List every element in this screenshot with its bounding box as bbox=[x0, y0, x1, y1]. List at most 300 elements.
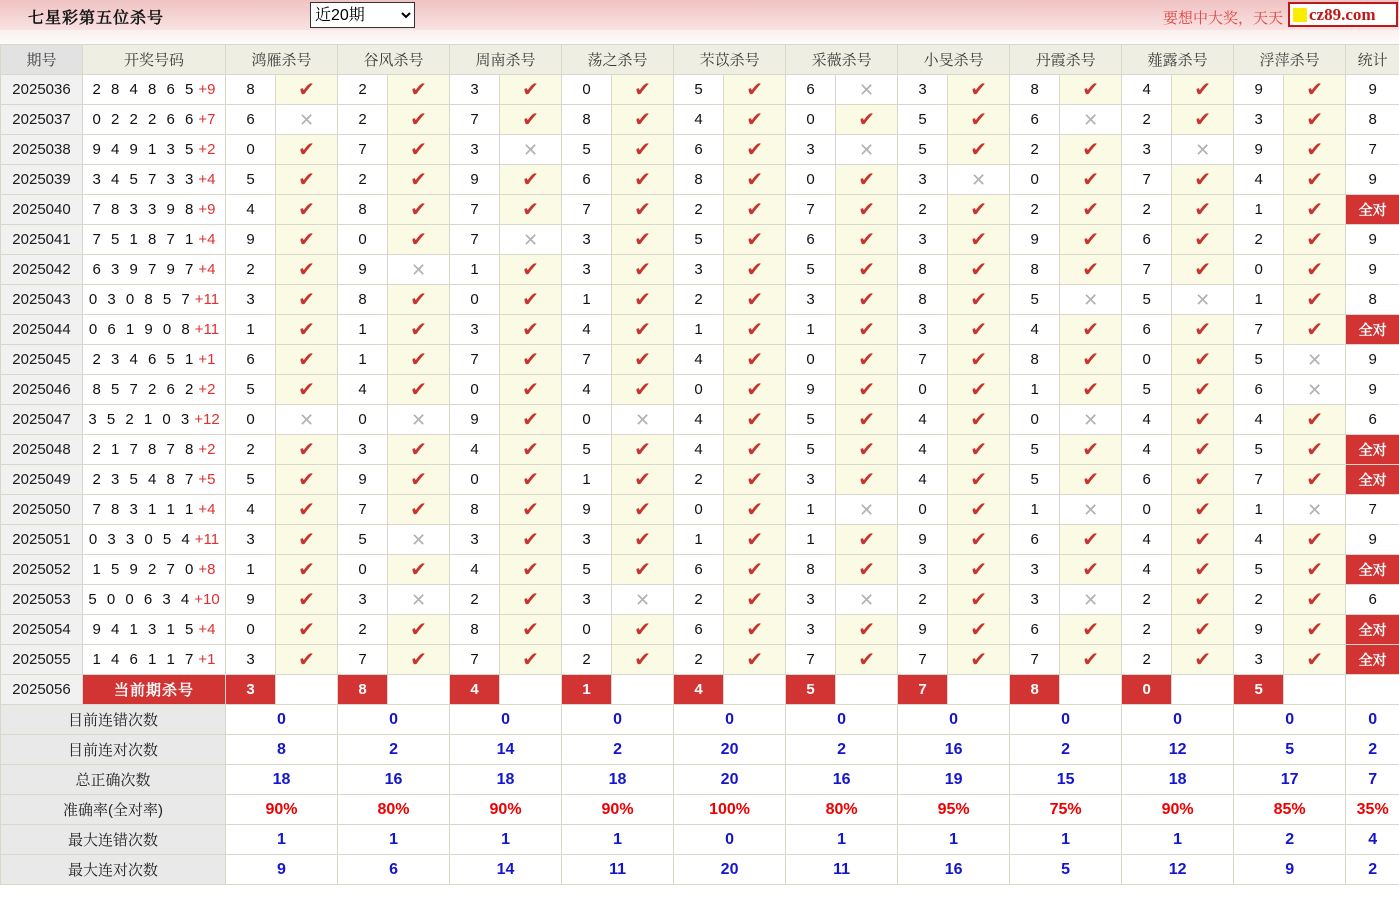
draw-numbers: 5 0 0 6 3 4 bbox=[88, 591, 193, 608]
summary-value-cell: 20 bbox=[674, 735, 786, 765]
hit-check-icon: ✔ bbox=[388, 645, 450, 675]
kill-number-cell: 9 bbox=[786, 375, 836, 405]
hit-check-icon: ✔ bbox=[388, 345, 450, 375]
hit-check-icon: ✔ bbox=[612, 165, 674, 195]
draw-numbers-cell bbox=[83, 405, 226, 435]
kill-number-cell: 0 bbox=[1122, 495, 1172, 525]
summary-value-cell: 9 bbox=[226, 855, 338, 885]
current-kill-number-cell: 1 bbox=[562, 675, 612, 705]
kill-number-cell: 1 bbox=[1010, 375, 1060, 405]
table-row bbox=[1, 135, 1399, 165]
table-row bbox=[1, 165, 1399, 195]
kill-number-cell: 6 bbox=[674, 615, 724, 645]
kill-number-cell: 0 bbox=[562, 75, 612, 105]
kill-number-cell: 5 bbox=[226, 165, 276, 195]
period-cell: 2025042 bbox=[1, 255, 83, 285]
kill-number-cell: 5 bbox=[1122, 375, 1172, 405]
kill-number-cell: 3 bbox=[562, 525, 612, 555]
draw-plus-number: +4 bbox=[198, 171, 216, 188]
table-row bbox=[1, 375, 1399, 405]
summary-value-cell: 2 bbox=[1010, 735, 1122, 765]
summary-value-cell: 0 bbox=[674, 825, 786, 855]
draw-plus-number: +2 bbox=[198, 441, 216, 458]
kill-number-cell: 7 bbox=[1122, 255, 1172, 285]
kill-number-cell: 1 bbox=[1010, 495, 1060, 525]
hit-check-icon: ✔ bbox=[500, 585, 562, 615]
hit-check-icon: ✔ bbox=[612, 525, 674, 555]
draw-numbers: 9 4 9 1 3 5 bbox=[92, 141, 197, 158]
summary-label: 最大连错次数 bbox=[1, 825, 226, 855]
kill-number-cell: 0 bbox=[1122, 345, 1172, 375]
hit-check-icon: ✔ bbox=[724, 555, 786, 585]
kill-number-cell: 6 bbox=[1010, 105, 1060, 135]
hit-check-icon: ✔ bbox=[1172, 525, 1234, 555]
hit-check-icon: ✔ bbox=[276, 225, 338, 255]
summary-value-cell: 17 bbox=[1234, 765, 1346, 795]
kill-number-cell: 3 bbox=[226, 645, 276, 675]
hit-check-icon: ✔ bbox=[836, 165, 898, 195]
summary-value-cell: 11 bbox=[562, 855, 674, 885]
kill-number-cell: 3 bbox=[786, 285, 836, 315]
hit-check-icon: ✔ bbox=[1172, 405, 1234, 435]
kill-number-cell: 3 bbox=[786, 465, 836, 495]
period-cell: 2025037 bbox=[1, 105, 83, 135]
summary-value-cell: 85% bbox=[1234, 795, 1346, 825]
kill-number-cell: 7 bbox=[338, 645, 388, 675]
table-row bbox=[1, 525, 1399, 555]
period-cell: 2025048 bbox=[1, 435, 83, 465]
hit-check-icon: ✔ bbox=[500, 75, 562, 105]
hit-check-icon: ✔ bbox=[388, 135, 450, 165]
miss-x-icon: ✕ bbox=[1060, 405, 1122, 435]
hit-check-icon: ✔ bbox=[276, 75, 338, 105]
hit-check-icon: ✔ bbox=[500, 105, 562, 135]
summary-row bbox=[1, 705, 1399, 735]
kill-number-cell: 0 bbox=[1234, 255, 1284, 285]
draw-numbers: 3 5 2 1 0 3 bbox=[88, 411, 193, 428]
current-mark-placeholder bbox=[724, 675, 786, 705]
current-mark-placeholder bbox=[276, 675, 338, 705]
summary-value-cell: 0 bbox=[562, 705, 674, 735]
column-header-expert: 丹霞杀号 bbox=[1010, 45, 1122, 75]
period-cell: 2025039 bbox=[1, 165, 83, 195]
current-mark-placeholder bbox=[612, 675, 674, 705]
hit-check-icon: ✔ bbox=[1284, 255, 1346, 285]
kill-number-cell: 8 bbox=[898, 285, 948, 315]
current-period-row bbox=[1, 675, 1399, 705]
kill-number-cell: 0 bbox=[1010, 165, 1060, 195]
summary-label: 目前连对次数 bbox=[1, 735, 226, 765]
kill-number-cell: 1 bbox=[338, 315, 388, 345]
kill-number-cell: 0 bbox=[338, 225, 388, 255]
hit-check-icon: ✔ bbox=[1172, 615, 1234, 645]
miss-x-icon: ✕ bbox=[836, 75, 898, 105]
kill-number-cell: 7 bbox=[1234, 465, 1284, 495]
kill-number-cell: 4 bbox=[562, 315, 612, 345]
summary-value-cell: 16 bbox=[898, 855, 1010, 885]
hit-check-icon: ✔ bbox=[388, 435, 450, 465]
hit-check-icon: ✔ bbox=[948, 105, 1010, 135]
hit-check-icon: ✔ bbox=[1172, 195, 1234, 225]
period-cell: 2025044 bbox=[1, 315, 83, 345]
hit-check-icon: ✔ bbox=[1172, 255, 1234, 285]
stat-cell: 8 bbox=[1346, 105, 1399, 135]
summary-value-cell: 9 bbox=[1234, 855, 1346, 885]
draw-numbers-cell bbox=[83, 345, 226, 375]
kill-number-cell: 1 bbox=[226, 555, 276, 585]
table-row bbox=[1, 105, 1399, 135]
hit-check-icon: ✔ bbox=[1284, 285, 1346, 315]
hit-check-icon: ✔ bbox=[724, 345, 786, 375]
hit-check-icon: ✔ bbox=[724, 645, 786, 675]
hit-check-icon: ✔ bbox=[1060, 435, 1122, 465]
draw-plus-number: +10 bbox=[194, 591, 220, 608]
hit-check-icon: ✔ bbox=[612, 135, 674, 165]
miss-x-icon: ✕ bbox=[388, 585, 450, 615]
kill-number-cell: 7 bbox=[450, 105, 500, 135]
kill-number-cell: 9 bbox=[450, 165, 500, 195]
hit-check-icon: ✔ bbox=[388, 225, 450, 255]
hit-check-icon: ✔ bbox=[1172, 345, 1234, 375]
summary-value-cell: 15 bbox=[1010, 765, 1122, 795]
hit-check-icon: ✔ bbox=[276, 315, 338, 345]
hit-check-icon: ✔ bbox=[612, 255, 674, 285]
summary-value-cell: 0 bbox=[338, 705, 450, 735]
kill-number-cell: 5 bbox=[226, 375, 276, 405]
kill-number-cell: 6 bbox=[226, 105, 276, 135]
kill-number-cell: 0 bbox=[338, 405, 388, 435]
stat-cell: 9 bbox=[1346, 525, 1399, 555]
draw-plus-number: +12 bbox=[194, 411, 220, 428]
hit-check-icon: ✔ bbox=[836, 315, 898, 345]
kill-number-table bbox=[0, 44, 1399, 885]
current-mark-placeholder bbox=[500, 675, 562, 705]
draw-plus-number: +8 bbox=[198, 561, 216, 578]
miss-x-icon: ✕ bbox=[612, 405, 674, 435]
hit-check-icon: ✔ bbox=[276, 375, 338, 405]
kill-number-cell: 5 bbox=[562, 555, 612, 585]
kill-number-cell: 8 bbox=[562, 105, 612, 135]
page-title: 七星彩第五位杀号 bbox=[28, 10, 165, 27]
hit-check-icon: ✔ bbox=[948, 225, 1010, 255]
hit-check-icon: ✔ bbox=[500, 375, 562, 405]
hit-check-icon: ✔ bbox=[1172, 645, 1234, 675]
draw-plus-number: +9 bbox=[198, 81, 216, 98]
hit-check-icon: ✔ bbox=[724, 375, 786, 405]
summary-value-cell: 100% bbox=[674, 795, 786, 825]
kill-number-cell: 2 bbox=[338, 75, 388, 105]
column-header-expert: 浮萍杀号 bbox=[1234, 45, 1346, 75]
hit-check-icon: ✔ bbox=[724, 435, 786, 465]
period-cell: 2025040 bbox=[1, 195, 83, 225]
summary-row bbox=[1, 825, 1399, 855]
kill-number-cell: 0 bbox=[898, 495, 948, 525]
draw-numbers: 2 8 4 8 6 5 bbox=[92, 81, 197, 98]
hit-check-icon: ✔ bbox=[388, 315, 450, 345]
hit-check-icon: ✔ bbox=[1284, 525, 1346, 555]
kill-number-cell: 0 bbox=[450, 285, 500, 315]
hit-check-icon: ✔ bbox=[1172, 555, 1234, 585]
hit-check-icon: ✔ bbox=[724, 75, 786, 105]
kill-number-cell: 7 bbox=[338, 135, 388, 165]
hit-check-icon: ✔ bbox=[388, 165, 450, 195]
kill-number-cell: 5 bbox=[562, 135, 612, 165]
kill-number-cell: 0 bbox=[786, 345, 836, 375]
hit-check-icon: ✔ bbox=[612, 345, 674, 375]
hit-check-icon: ✔ bbox=[1284, 225, 1346, 255]
kill-number-cell: 4 bbox=[898, 405, 948, 435]
miss-x-icon: ✕ bbox=[1060, 585, 1122, 615]
draw-numbers: 0 3 0 8 5 7 bbox=[88, 291, 193, 308]
summary-value-cell: 2 bbox=[338, 735, 450, 765]
hit-check-icon: ✔ bbox=[500, 465, 562, 495]
kill-number-cell: 2 bbox=[338, 105, 388, 135]
table-row bbox=[1, 225, 1399, 255]
hit-check-icon: ✔ bbox=[500, 405, 562, 435]
table-row bbox=[1, 75, 1399, 105]
kill-number-cell: 4 bbox=[562, 375, 612, 405]
hit-check-icon: ✔ bbox=[1172, 75, 1234, 105]
miss-x-icon: ✕ bbox=[500, 135, 562, 165]
hit-check-icon: ✔ bbox=[1060, 225, 1122, 255]
draw-numbers: 1 5 9 2 7 0 bbox=[92, 561, 197, 578]
hit-check-icon: ✔ bbox=[836, 285, 898, 315]
draw-plus-number: +4 bbox=[198, 231, 216, 248]
draw-plus-number: +5 bbox=[198, 471, 216, 488]
hit-check-icon: ✔ bbox=[276, 345, 338, 375]
summary-value-cell: 20 bbox=[674, 765, 786, 795]
summary-stat-cell: 4 bbox=[1346, 825, 1399, 855]
hit-check-icon: ✔ bbox=[500, 435, 562, 465]
hit-check-icon: ✔ bbox=[612, 75, 674, 105]
kill-number-cell: 7 bbox=[562, 345, 612, 375]
hit-check-icon: ✔ bbox=[500, 525, 562, 555]
kill-number-cell: 7 bbox=[450, 195, 500, 225]
hit-check-icon: ✔ bbox=[948, 345, 1010, 375]
kill-number-cell: 3 bbox=[786, 615, 836, 645]
miss-x-icon: ✕ bbox=[1060, 285, 1122, 315]
miss-x-icon: ✕ bbox=[1284, 345, 1346, 375]
current-kill-number-cell: 4 bbox=[450, 675, 500, 705]
kill-number-cell: 5 bbox=[226, 465, 276, 495]
summary-value-cell: 1 bbox=[562, 825, 674, 855]
hit-check-icon: ✔ bbox=[388, 75, 450, 105]
table-row bbox=[1, 255, 1399, 285]
summary-label: 总正确次数 bbox=[1, 765, 226, 795]
logo-text: cz89.com bbox=[1309, 4, 1376, 24]
miss-x-icon: ✕ bbox=[1060, 105, 1122, 135]
kill-number-cell: 3 bbox=[226, 285, 276, 315]
hit-check-icon: ✔ bbox=[836, 435, 898, 465]
hit-check-icon: ✔ bbox=[500, 495, 562, 525]
kill-number-cell: 3 bbox=[786, 135, 836, 165]
column-header-expert: 鸿雁杀号 bbox=[226, 45, 338, 75]
kill-number-cell: 0 bbox=[450, 465, 500, 495]
summary-value-cell: 1 bbox=[338, 825, 450, 855]
kill-number-cell: 9 bbox=[1234, 135, 1284, 165]
hit-check-icon: ✔ bbox=[724, 225, 786, 255]
kill-number-cell: 4 bbox=[1234, 405, 1284, 435]
hit-check-icon: ✔ bbox=[724, 105, 786, 135]
column-header-expert: 薤露杀号 bbox=[1122, 45, 1234, 75]
hit-check-icon: ✔ bbox=[948, 585, 1010, 615]
kill-number-cell: 7 bbox=[562, 195, 612, 225]
kill-number-cell: 9 bbox=[898, 615, 948, 645]
hit-check-icon: ✔ bbox=[724, 315, 786, 345]
kill-number-cell: 1 bbox=[786, 525, 836, 555]
summary-value-cell: 0 bbox=[1122, 705, 1234, 735]
hit-check-icon: ✔ bbox=[1060, 375, 1122, 405]
kill-number-cell: 4 bbox=[226, 495, 276, 525]
hit-check-icon: ✔ bbox=[948, 525, 1010, 555]
current-kill-label: 当前期杀号 bbox=[83, 675, 226, 705]
summary-value-cell: 5 bbox=[1234, 735, 1346, 765]
hit-check-icon: ✔ bbox=[388, 465, 450, 495]
hit-check-icon: ✔ bbox=[276, 285, 338, 315]
range-select[interactable] bbox=[310, 2, 415, 28]
hit-check-icon: ✔ bbox=[1060, 615, 1122, 645]
summary-row bbox=[1, 795, 1399, 825]
hit-check-icon: ✔ bbox=[1060, 465, 1122, 495]
kill-number-cell: 4 bbox=[1122, 555, 1172, 585]
kill-number-cell: 4 bbox=[1234, 165, 1284, 195]
hit-check-icon: ✔ bbox=[836, 405, 898, 435]
summary-value-cell: 2 bbox=[562, 735, 674, 765]
kill-number-cell: 3 bbox=[898, 225, 948, 255]
hit-check-icon: ✔ bbox=[1284, 555, 1346, 585]
hit-check-icon: ✔ bbox=[1172, 315, 1234, 345]
summary-value-cell: 8 bbox=[226, 735, 338, 765]
miss-x-icon: ✕ bbox=[388, 405, 450, 435]
kill-number-cell: 1 bbox=[1234, 495, 1284, 525]
hit-check-icon: ✔ bbox=[948, 435, 1010, 465]
hit-check-icon: ✔ bbox=[948, 315, 1010, 345]
miss-x-icon: ✕ bbox=[836, 495, 898, 525]
hit-check-icon: ✔ bbox=[276, 195, 338, 225]
kill-number-cell: 2 bbox=[674, 465, 724, 495]
hit-check-icon: ✔ bbox=[1060, 345, 1122, 375]
kill-number-cell: 9 bbox=[1234, 75, 1284, 105]
draw-plus-number: +11 bbox=[194, 291, 220, 308]
hit-check-icon: ✔ bbox=[612, 195, 674, 225]
hit-check-icon: ✔ bbox=[276, 255, 338, 285]
stat-cell: 6 bbox=[1346, 585, 1399, 615]
summary-value-cell: 5 bbox=[1010, 855, 1122, 885]
summary-value-cell: 16 bbox=[786, 765, 898, 795]
kill-number-cell: 0 bbox=[674, 375, 724, 405]
hit-check-icon: ✔ bbox=[1060, 135, 1122, 165]
kill-number-cell: 5 bbox=[338, 525, 388, 555]
hit-check-icon: ✔ bbox=[500, 555, 562, 585]
hit-check-icon: ✔ bbox=[948, 135, 1010, 165]
hit-check-icon: ✔ bbox=[1284, 645, 1346, 675]
period-cell: 2025051 bbox=[1, 525, 83, 555]
summary-value-cell: 1 bbox=[1122, 825, 1234, 855]
stat-cell: 7 bbox=[1346, 135, 1399, 165]
kill-number-cell: 7 bbox=[450, 345, 500, 375]
table-row bbox=[1, 285, 1399, 315]
kill-number-cell: 3 bbox=[450, 75, 500, 105]
draw-plus-number: +4 bbox=[198, 501, 216, 518]
hit-check-icon: ✔ bbox=[388, 195, 450, 225]
kill-number-cell: 2 bbox=[1122, 195, 1172, 225]
kill-number-cell: 1 bbox=[450, 255, 500, 285]
hit-check-icon: ✔ bbox=[500, 615, 562, 645]
summary-value-cell: 0 bbox=[674, 705, 786, 735]
miss-x-icon: ✕ bbox=[612, 585, 674, 615]
kill-number-cell: 0 bbox=[226, 615, 276, 645]
summary-value-cell: 0 bbox=[450, 705, 562, 735]
hit-check-icon: ✔ bbox=[724, 495, 786, 525]
summary-value-cell: 12 bbox=[1122, 855, 1234, 885]
stat-cell bbox=[1346, 675, 1399, 705]
draw-numbers-cell bbox=[83, 315, 226, 345]
summary-row bbox=[1, 765, 1399, 795]
kill-number-cell: 6 bbox=[562, 165, 612, 195]
kill-number-cell: 3 bbox=[898, 75, 948, 105]
column-header-expert: 荡之杀号 bbox=[562, 45, 674, 75]
table-row bbox=[1, 435, 1399, 465]
miss-x-icon: ✕ bbox=[836, 135, 898, 165]
draw-numbers: 6 3 9 7 9 7 bbox=[92, 261, 197, 278]
kill-number-cell: 0 bbox=[226, 135, 276, 165]
draw-numbers: 9 4 1 3 1 5 bbox=[92, 621, 197, 638]
kill-number-cell: 7 bbox=[1234, 315, 1284, 345]
summary-value-cell: 19 bbox=[898, 765, 1010, 795]
draw-numbers: 0 2 2 2 6 6 bbox=[92, 111, 197, 128]
hit-check-icon: ✔ bbox=[276, 645, 338, 675]
hit-check-icon: ✔ bbox=[612, 495, 674, 525]
hit-check-icon: ✔ bbox=[1060, 195, 1122, 225]
kill-number-cell: 3 bbox=[338, 435, 388, 465]
draw-numbers-cell bbox=[83, 495, 226, 525]
cz89-logo[interactable] bbox=[1288, 2, 1398, 27]
kill-number-cell: 7 bbox=[1010, 645, 1060, 675]
stat-cell: 全对 bbox=[1346, 615, 1399, 645]
hit-check-icon: ✔ bbox=[836, 465, 898, 495]
kill-number-cell: 1 bbox=[786, 315, 836, 345]
kill-number-cell: 5 bbox=[1010, 465, 1060, 495]
kill-number-cell: 8 bbox=[338, 285, 388, 315]
current-mark-placeholder bbox=[388, 675, 450, 705]
summary-value-cell: 18 bbox=[562, 765, 674, 795]
kill-number-cell: 8 bbox=[226, 75, 276, 105]
kill-number-cell: 8 bbox=[898, 255, 948, 285]
kill-number-cell: 2 bbox=[674, 645, 724, 675]
table-row bbox=[1, 195, 1399, 225]
current-kill-number-cell: 0 bbox=[1122, 675, 1172, 705]
miss-x-icon: ✕ bbox=[1172, 135, 1234, 165]
draw-plus-number: +4 bbox=[198, 261, 216, 278]
kill-number-cell: 0 bbox=[226, 405, 276, 435]
summary-value-cell: 14 bbox=[450, 735, 562, 765]
kill-number-cell: 4 bbox=[226, 195, 276, 225]
table-header-row bbox=[1, 45, 1399, 75]
kill-number-cell: 8 bbox=[450, 615, 500, 645]
hit-check-icon: ✔ bbox=[276, 495, 338, 525]
summary-value-cell: 1 bbox=[786, 825, 898, 855]
kill-number-cell: 5 bbox=[674, 75, 724, 105]
kill-number-cell: 1 bbox=[674, 315, 724, 345]
stat-cell: 9 bbox=[1346, 75, 1399, 105]
period-cell: 2025047 bbox=[1, 405, 83, 435]
kill-number-cell: 8 bbox=[450, 495, 500, 525]
hit-check-icon: ✔ bbox=[500, 645, 562, 675]
hit-check-icon: ✔ bbox=[948, 615, 1010, 645]
hit-check-icon: ✔ bbox=[724, 255, 786, 285]
kill-number-cell: 4 bbox=[674, 435, 724, 465]
draw-numbers-cell bbox=[83, 105, 226, 135]
